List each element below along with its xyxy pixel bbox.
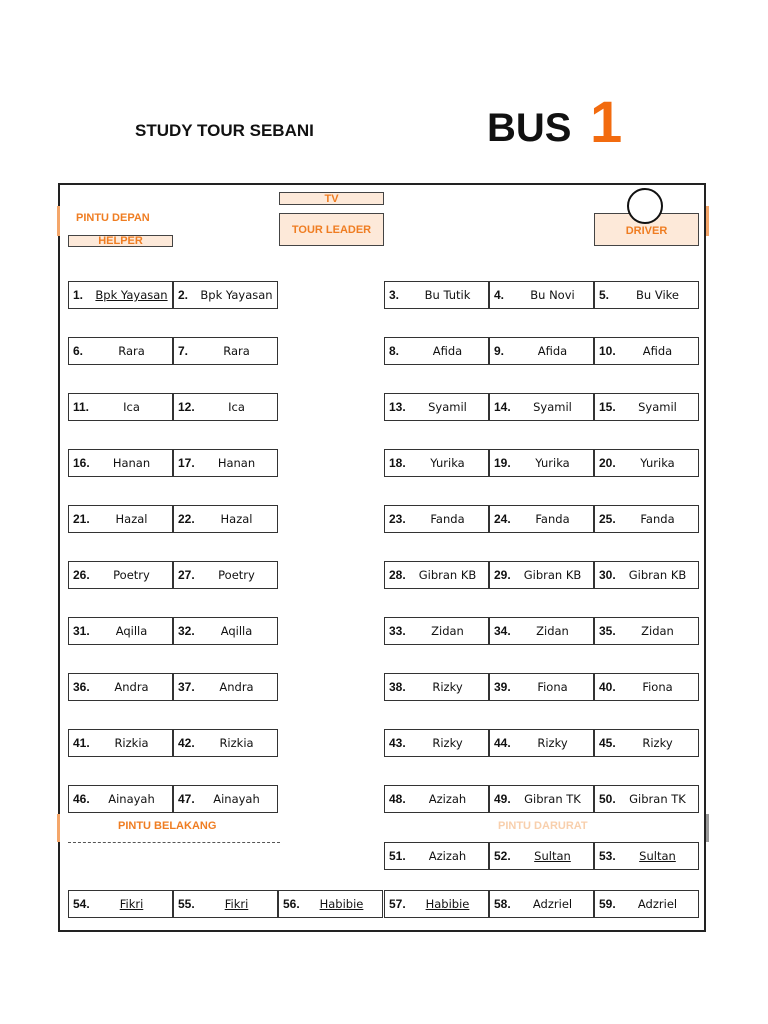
seat-passenger-name: Poetry <box>218 568 255 582</box>
seat-8 <box>384 337 489 365</box>
front-door-marker-left <box>57 206 60 236</box>
seat-number: 27. <box>178 568 195 582</box>
seat-number: 33. <box>389 624 406 638</box>
seat-passenger-name: Bu Tutik <box>424 288 471 302</box>
seat-19 <box>489 449 594 477</box>
seat-number: 1. <box>73 288 84 302</box>
seat-number: 58. <box>494 897 511 911</box>
seat-passenger-name: Yurika <box>640 456 675 470</box>
seat-number: 21. <box>73 512 90 526</box>
seat-passenger-name: Fiona <box>537 680 568 694</box>
seat-18 <box>384 449 489 477</box>
seat-passenger-name: Aqilla <box>220 624 253 638</box>
seat-23 <box>384 505 489 533</box>
seat-24 <box>489 505 594 533</box>
seat-number: 19. <box>494 456 511 470</box>
seat-passenger-name: Aqilla <box>115 624 148 638</box>
seat-number: 38. <box>389 680 406 694</box>
seat-number: 46. <box>73 792 90 806</box>
seat-number: 22. <box>178 512 195 526</box>
seat-59 <box>594 890 699 918</box>
seat-48 <box>384 785 489 813</box>
seat-22 <box>173 505 278 533</box>
seat-5 <box>594 281 699 309</box>
seat-passenger-name: Habibie <box>425 897 470 911</box>
seat-6 <box>68 337 173 365</box>
seat-number: 50. <box>599 792 616 806</box>
seat-32 <box>173 617 278 645</box>
seat-number: 34. <box>494 624 511 638</box>
seat-passenger-name: Bu Novi <box>530 288 575 302</box>
seat-number: 47. <box>178 792 195 806</box>
seat-number: 9. <box>494 344 505 358</box>
seat-29 <box>489 561 594 589</box>
seat-20 <box>594 449 699 477</box>
seat-57 <box>384 890 489 918</box>
seat-54 <box>68 890 173 918</box>
seat-21 <box>68 505 173 533</box>
seat-number: 14. <box>494 400 511 414</box>
seat-10 <box>594 337 699 365</box>
seat-number: 13. <box>389 400 406 414</box>
seat-33 <box>384 617 489 645</box>
seat-passenger-name: Syamil <box>638 400 677 414</box>
seat-number: 3. <box>389 288 400 302</box>
seat-13 <box>384 393 489 421</box>
seat-passenger-name: Hanan <box>217 456 256 470</box>
seat-56 <box>278 890 383 918</box>
seat-53 <box>594 842 699 870</box>
seat-passenger-name: Adzriel <box>637 897 678 911</box>
steering-wheel-icon <box>627 188 663 224</box>
seat-number: 10. <box>599 344 616 358</box>
seat-passenger-name: Rizky <box>432 736 463 750</box>
seat-passenger-name: Bpk Yayasan <box>200 288 273 302</box>
seat-number: 20. <box>599 456 616 470</box>
seat-number: 32. <box>178 624 195 638</box>
seat-number: 44. <box>494 736 511 750</box>
rear-door-line <box>68 842 280 843</box>
seat-1 <box>68 281 173 309</box>
seat-number: 42. <box>178 736 195 750</box>
seat-45 <box>594 729 699 757</box>
seat-number: 5. <box>599 288 610 302</box>
seat-11 <box>68 393 173 421</box>
seat-number: 25. <box>599 512 616 526</box>
seat-26 <box>68 561 173 589</box>
seat-passenger-name: Rizky <box>642 736 673 750</box>
seat-number: 37. <box>178 680 195 694</box>
seat-number: 15. <box>599 400 616 414</box>
seat-passenger-name: Gibran KB <box>418 568 477 582</box>
seat-9 <box>489 337 594 365</box>
seat-passenger-name: Ica <box>228 400 245 414</box>
seat-number: 11. <box>73 400 90 414</box>
seat-passenger-name: Afida <box>432 344 463 358</box>
seat-15 <box>594 393 699 421</box>
seat-passenger-name: Fikri <box>224 897 249 911</box>
seat-25 <box>594 505 699 533</box>
tv-box <box>279 192 384 205</box>
seat-number: 56. <box>283 897 300 911</box>
seat-number: 35. <box>599 624 616 638</box>
seat-number: 2. <box>178 288 189 302</box>
seat-passenger-name: Ainayah <box>213 792 260 806</box>
seat-number: 17. <box>178 456 195 470</box>
seat-43 <box>384 729 489 757</box>
seat-35 <box>594 617 699 645</box>
seat-passenger-name: Bu Vike <box>636 288 679 302</box>
seat-41 <box>68 729 173 757</box>
seat-passenger-name: Fikri <box>119 897 144 911</box>
helper-label: HELPER <box>98 235 143 247</box>
seat-14 <box>489 393 594 421</box>
seat-17 <box>173 449 278 477</box>
seat-number: 49. <box>494 792 511 806</box>
seat-passenger-name: Gibran KB <box>523 568 582 582</box>
seat-passenger-name: Habibie <box>319 897 364 911</box>
seat-44 <box>489 729 594 757</box>
seat-37 <box>173 673 278 701</box>
seat-2 <box>173 281 278 309</box>
tv-label: TV <box>324 192 339 205</box>
seat-passenger-name: Yurika <box>430 456 465 470</box>
helper-seat <box>68 235 173 247</box>
seat-passenger-name: Hazal <box>115 512 148 526</box>
tour-leader-label: TOUR LEADER <box>291 223 372 236</box>
seat-39 <box>489 673 594 701</box>
seat-number: 51. <box>389 849 406 863</box>
seat-passenger-name: Yurika <box>535 456 570 470</box>
seat-number: 28. <box>389 568 406 582</box>
seat-50 <box>594 785 699 813</box>
seat-number: 55. <box>178 897 195 911</box>
seat-number: 54. <box>73 897 90 911</box>
seat-51 <box>384 842 489 870</box>
seat-passenger-name: Azizah <box>428 792 467 806</box>
seat-number: 45. <box>599 736 616 750</box>
seat-passenger-name: Bpk Yayasan <box>95 288 168 302</box>
seat-number: 16. <box>73 456 90 470</box>
seat-42 <box>173 729 278 757</box>
seat-passenger-name: Syamil <box>428 400 467 414</box>
rear-door-label: PINTU BELAKANG <box>118 820 217 832</box>
seat-number: 26. <box>73 568 90 582</box>
seat-passenger-name: Fanda <box>535 512 570 526</box>
seat-16 <box>68 449 173 477</box>
seat-number: 6. <box>73 344 84 358</box>
seat-number: 8. <box>389 344 400 358</box>
seat-passenger-name: Adzriel <box>532 897 573 911</box>
seat-passenger-name: Afida <box>642 344 673 358</box>
driver-label: DRIVER <box>625 224 668 237</box>
seat-passenger-name: Syamil <box>533 400 572 414</box>
seat-passenger-name: Sultan <box>639 849 676 863</box>
seat-passenger-name: Hanan <box>112 456 151 470</box>
seat-passenger-name: Ica <box>123 400 140 414</box>
seat-passenger-name: Zidan <box>641 624 674 638</box>
emergency-door-marker <box>706 814 709 842</box>
seat-40 <box>594 673 699 701</box>
seat-58 <box>489 890 594 918</box>
seat-passenger-name: Rizky <box>537 736 568 750</box>
seat-number: 24. <box>494 512 511 526</box>
seat-49 <box>489 785 594 813</box>
seat-number: 59. <box>599 897 616 911</box>
emergency-door-label: PINTU DARURAT <box>498 820 588 832</box>
seat-number: 31. <box>73 624 90 638</box>
seat-number: 7. <box>178 344 189 358</box>
seat-47 <box>173 785 278 813</box>
seat-passenger-name: Zidan <box>536 624 569 638</box>
seat-number: 36. <box>73 680 90 694</box>
seat-27 <box>173 561 278 589</box>
page-title: STUDY TOUR SEBANI <box>135 121 314 140</box>
seat-passenger-name: Andra <box>114 680 149 694</box>
seat-number: 29. <box>494 568 511 582</box>
seat-number: 48. <box>389 792 406 806</box>
seat-passenger-name: Rizkia <box>114 736 149 750</box>
seat-number: 41. <box>73 736 90 750</box>
seat-46 <box>68 785 173 813</box>
seat-passenger-name: Azizah <box>428 849 467 863</box>
seat-passenger-name: Poetry <box>113 568 150 582</box>
seat-52 <box>489 842 594 870</box>
front-door-label: PINTU DEPAN <box>76 212 150 224</box>
seat-passenger-name: Zidan <box>431 624 464 638</box>
seat-31 <box>68 617 173 645</box>
seat-number: 52. <box>494 849 511 863</box>
seat-number: 57. <box>389 897 406 911</box>
seat-34 <box>489 617 594 645</box>
seat-number: 30. <box>599 568 616 582</box>
seat-28 <box>384 561 489 589</box>
bus-number: 1 <box>590 90 623 155</box>
seat-55 <box>173 890 278 918</box>
seat-passenger-name: Gibran KB <box>628 568 687 582</box>
seat-number: 43. <box>389 736 406 750</box>
seat-7 <box>173 337 278 365</box>
seat-36 <box>68 673 173 701</box>
seat-passenger-name: Gibran TK <box>629 792 686 806</box>
seat-passenger-name: Hazal <box>220 512 253 526</box>
seat-4 <box>489 281 594 309</box>
front-door-marker-right <box>706 206 709 236</box>
seat-12 <box>173 393 278 421</box>
seat-number: 39. <box>494 680 511 694</box>
rear-door-marker <box>57 814 60 842</box>
seat-number: 40. <box>599 680 616 694</box>
seat-passenger-name: Fanda <box>640 512 675 526</box>
seat-passenger-name: Rara <box>223 344 250 358</box>
tour-leader-seat <box>279 213 384 246</box>
seat-number: 12. <box>178 400 195 414</box>
seat-passenger-name: Fiona <box>642 680 673 694</box>
seat-passenger-name: Rara <box>118 344 145 358</box>
seat-passenger-name: Gibran TK <box>524 792 581 806</box>
seat-30 <box>594 561 699 589</box>
seat-passenger-name: Fanda <box>430 512 465 526</box>
seat-passenger-name: Rizkia <box>219 736 254 750</box>
seat-passenger-name: Andra <box>219 680 254 694</box>
seat-passenger-name: Sultan <box>534 849 571 863</box>
seat-3 <box>384 281 489 309</box>
seat-38 <box>384 673 489 701</box>
seat-number: 23. <box>389 512 406 526</box>
seat-passenger-name: Rizky <box>432 680 463 694</box>
seat-number: 53. <box>599 849 616 863</box>
bus-label: BUS <box>487 106 572 150</box>
seat-passenger-name: Ainayah <box>108 792 155 806</box>
seat-passenger-name: Afida <box>537 344 568 358</box>
seat-number: 18. <box>389 456 406 470</box>
seat-number: 4. <box>494 288 505 302</box>
